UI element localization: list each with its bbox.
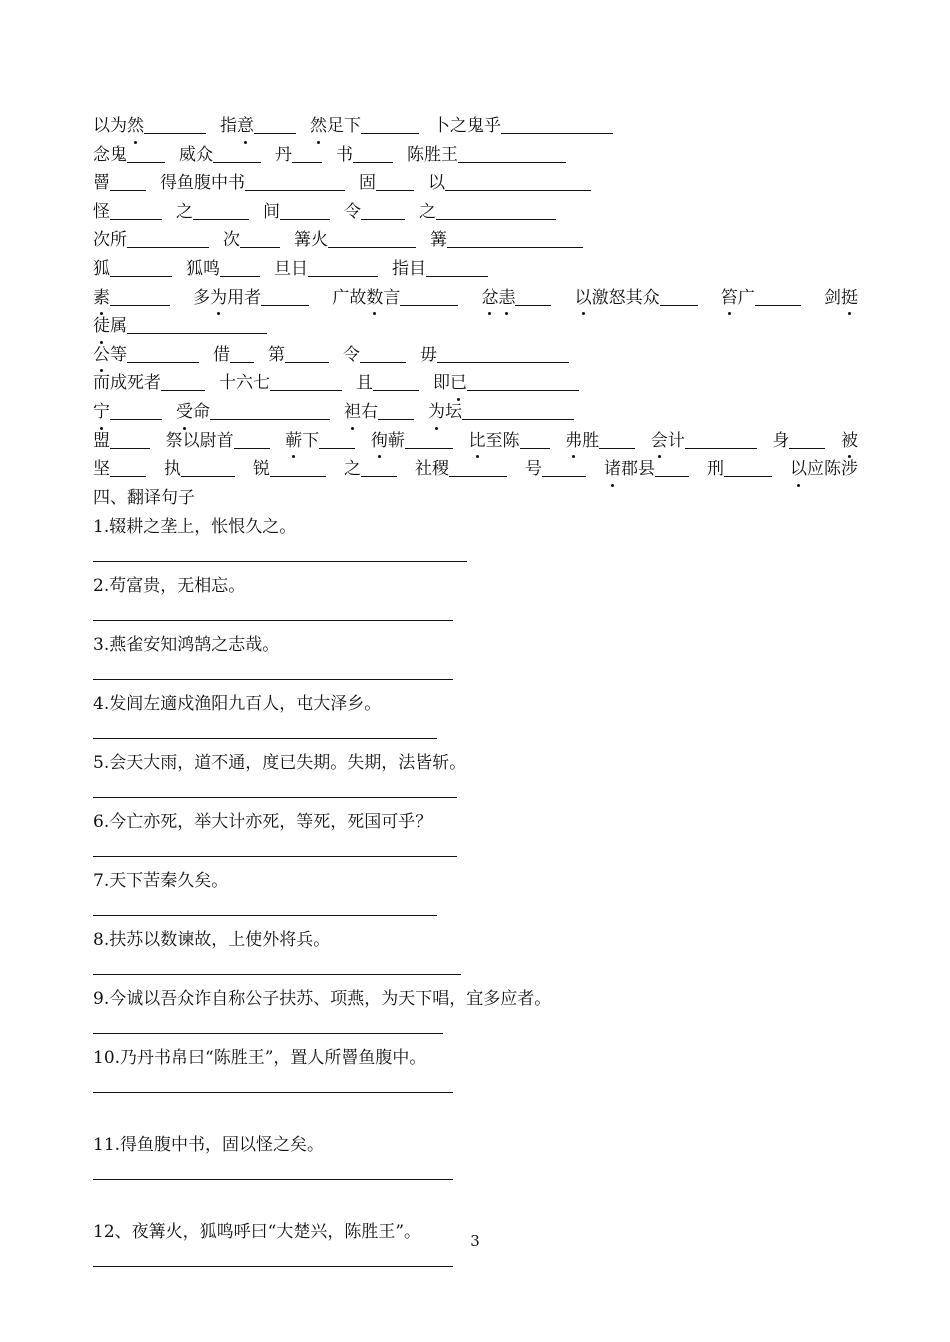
vocab-item <box>371 427 453 456</box>
vocab-term: 蕲下 <box>285 431 319 451</box>
vocab-item <box>274 255 378 284</box>
answer-blank[interactable] <box>405 430 453 449</box>
answer-blank[interactable] <box>755 287 801 306</box>
vocab-item <box>415 455 507 484</box>
question-item <box>93 691 858 748</box>
answer-blank[interactable] <box>462 401 574 420</box>
answer-blank[interactable] <box>515 287 551 306</box>
vocab-item <box>93 455 146 484</box>
vocab-term: 坚 <box>93 459 110 480</box>
vocab-line <box>93 255 858 284</box>
question-item <box>93 868 858 925</box>
answer-blank[interactable] <box>210 401 330 420</box>
answer-blank[interactable] <box>445 172 591 191</box>
answer-blank[interactable] <box>270 372 342 391</box>
answer-blank[interactable] <box>328 229 416 248</box>
vocab-item <box>93 341 199 370</box>
vocab-line <box>93 312 858 341</box>
vocab-term: 书 <box>336 144 353 165</box>
answer-blank[interactable] <box>127 315 267 334</box>
vocab-term: 之 <box>176 201 193 222</box>
vocab-item <box>428 169 591 198</box>
vocab-line <box>93 112 858 141</box>
answer-blank[interactable] <box>426 258 488 277</box>
answer-line[interactable] <box>93 1265 453 1267</box>
vocab-item <box>93 141 165 170</box>
answer-blank[interactable] <box>655 458 689 477</box>
answer-blank[interactable] <box>213 144 261 163</box>
vocab-term: 旦日 <box>274 258 308 279</box>
question-text: 11.得鱼腹中书，固以怪之矣。 <box>93 1135 325 1156</box>
vocab-item <box>359 169 414 198</box>
question-item <box>93 809 858 866</box>
vocab-term: 篝 <box>430 230 447 251</box>
answer-blank[interactable] <box>292 144 322 163</box>
vocab-item <box>176 398 330 427</box>
vocab-item <box>332 284 458 313</box>
vocab-term: 以激怒其众 <box>575 288 660 308</box>
answer-blank[interactable] <box>501 115 613 134</box>
question-text: 10.乃丹书帛曰“陈胜王”，置人所罾鱼腹中。 <box>93 1048 427 1069</box>
vocab-term: 令 <box>343 344 360 365</box>
vocab-term: 狐 <box>93 258 110 279</box>
vocab-line <box>93 141 858 170</box>
answer-blank[interactable] <box>308 258 378 277</box>
vocab-line <box>93 169 858 198</box>
answer-blank[interactable] <box>181 458 235 477</box>
question-item <box>93 573 858 630</box>
vocab-item <box>721 284 801 313</box>
vocab-term: 诸郡县 <box>604 459 655 479</box>
answer-blank[interactable] <box>685 430 757 449</box>
vocab-item <box>481 284 551 313</box>
answer-blank[interactable] <box>110 458 146 477</box>
vocab-line <box>93 198 858 227</box>
answer-blank[interactable] <box>599 430 635 449</box>
answer-blank[interactable] <box>110 401 162 420</box>
vocab-term: 得鱼腹中书 <box>160 173 245 194</box>
answer-blank[interactable] <box>110 258 172 277</box>
question-text: 3.燕雀安知鸿鹄之志哉。 <box>93 635 280 656</box>
vocab-term: 执 <box>164 459 181 480</box>
vocab-item <box>294 226 416 255</box>
vocab-item <box>93 198 162 227</box>
section-heading: 四、翻译句子 <box>93 487 195 508</box>
vocab-line <box>93 427 858 456</box>
vocab-item <box>223 226 280 255</box>
vocab-term: 卜之鬼乎 <box>433 116 501 136</box>
vocab-term: 借 <box>213 344 230 365</box>
answer-blank[interactable] <box>220 258 260 277</box>
vocab-term: 刑 <box>707 459 724 480</box>
answer-blank[interactable] <box>378 401 414 420</box>
vocab-item <box>469 427 550 456</box>
answer-line[interactable] <box>93 796 457 798</box>
answer-blank[interactable] <box>280 201 330 220</box>
vocab-term: 之 <box>344 459 361 480</box>
answer-blank[interactable] <box>789 430 825 449</box>
vocab-item <box>160 169 345 198</box>
vocab-term: 受命 <box>176 402 210 422</box>
vocab-term: 素 <box>93 288 110 308</box>
vocab-term: 徒属 <box>93 316 127 336</box>
answer-blank[interactable] <box>161 372 205 391</box>
vocab-term: 徇蕲 <box>371 431 405 451</box>
answer-blank[interactable] <box>724 458 772 477</box>
vocab-item <box>407 141 566 170</box>
question-item <box>93 1132 858 1217</box>
vocab-item <box>565 427 635 456</box>
answer-blank[interactable] <box>285 344 329 363</box>
question-text: 2.苟富贵，无相忘。 <box>93 576 246 597</box>
vocab-term: 锐 <box>253 459 270 480</box>
vocab-term: 次 <box>223 230 240 251</box>
vocab-line <box>93 226 858 255</box>
vocab-item <box>219 369 342 398</box>
vocab-term: 念鬼 <box>93 144 127 165</box>
vocab-item <box>263 198 330 227</box>
vocab-item <box>392 255 488 284</box>
answer-blank[interactable] <box>376 172 414 191</box>
vocab-term: 以为然 <box>93 116 144 136</box>
vocab-term: 怪 <box>93 201 110 222</box>
vocab-item <box>356 369 419 398</box>
vocab-term: 丹 <box>275 144 292 165</box>
answer-blank[interactable] <box>110 287 170 306</box>
vocab-term: 固 <box>359 173 376 194</box>
answer-blank[interactable] <box>458 144 566 163</box>
answer-blank[interactable] <box>353 144 393 163</box>
answer-blank[interactable] <box>193 201 249 220</box>
worksheet-page <box>93 112 858 1276</box>
answer-blank[interactable] <box>360 344 406 363</box>
vocab-term: 笞广 <box>721 288 755 308</box>
answer-blank[interactable] <box>449 458 507 477</box>
vocab-term: 然足下 <box>310 116 361 136</box>
question-text: 12、夜篝火，狐鸣呼曰“大楚兴，陈胜王”。 <box>93 1222 422 1243</box>
vocab-item <box>268 341 329 370</box>
vocab-item <box>275 141 322 170</box>
vocab-term: 指目 <box>392 258 426 279</box>
vocab-item <box>186 255 260 284</box>
question-item <box>93 632 858 689</box>
question-item <box>93 927 858 984</box>
vocab-item <box>164 455 235 484</box>
vocab-item <box>430 226 583 255</box>
vocab-term: 且 <box>356 373 373 394</box>
page-number: 3 <box>470 1232 480 1250</box>
question-text: 8.扶苏以数谏故，上使外将兵。 <box>93 930 331 951</box>
question-item <box>93 1045 858 1102</box>
answer-blank[interactable] <box>144 115 206 134</box>
vocab-term: 令 <box>344 201 361 222</box>
question-text: 1.辍耕之垄上，怅恨久之。 <box>93 517 297 538</box>
vocab-item <box>93 284 170 313</box>
vocab-term: 祭以尉首 <box>165 430 234 451</box>
answer-blank[interactable] <box>467 372 579 391</box>
answer-blank[interactable] <box>230 344 254 363</box>
vocab-term: 间 <box>263 201 280 222</box>
vocab-term: 公等 <box>93 345 127 365</box>
vocab-term: 会计 <box>651 431 685 451</box>
question-text: 6.今亡亦死，举大计亦死，等死，死国可乎？ <box>93 812 433 833</box>
vocab-item <box>93 112 206 141</box>
vocab-item <box>336 141 393 170</box>
vocab-term: 即已 <box>433 373 467 393</box>
answer-blank[interactable] <box>110 430 150 449</box>
vocab-term: 为坛 <box>428 402 462 422</box>
vocab-term: 罾 <box>93 173 110 194</box>
vocab-item <box>433 369 579 398</box>
answer-line[interactable] <box>93 1091 453 1093</box>
vocab-item <box>166 427 270 456</box>
answer-blank[interactable] <box>110 172 146 191</box>
answer-blank[interactable] <box>660 287 698 306</box>
answer-blank[interactable] <box>361 458 397 477</box>
vocab-line <box>93 398 858 427</box>
answer-blank[interactable] <box>361 201 405 220</box>
vocab-item <box>841 427 858 456</box>
answer-line[interactable] <box>93 1032 443 1034</box>
answer-blank[interactable] <box>245 172 345 191</box>
vocab-term: 宁 <box>93 402 110 422</box>
vocab-item <box>93 312 267 341</box>
vocab-fill-in-section <box>93 112 858 484</box>
vocab-item <box>193 284 309 313</box>
answer-blank[interactable] <box>234 430 270 449</box>
vocab-item <box>790 455 858 484</box>
vocab-item <box>433 112 613 141</box>
answer-line[interactable] <box>93 855 457 857</box>
answer-blank[interactable] <box>110 201 162 220</box>
question-item <box>93 986 858 1043</box>
answer-blank[interactable] <box>373 372 419 391</box>
vocab-term: 身 <box>772 430 790 451</box>
answer-blank[interactable] <box>127 144 165 163</box>
answer-line[interactable] <box>93 619 453 621</box>
vocab-item <box>420 341 569 370</box>
vocab-item <box>93 369 205 398</box>
question-text: 5.会天大雨，道不通，度已失期。失期，法皆斩。 <box>93 753 467 774</box>
answer-blank[interactable] <box>520 430 550 449</box>
answer-blank[interactable] <box>436 201 556 220</box>
answer-blank[interactable] <box>361 115 419 134</box>
vocab-item <box>525 455 586 484</box>
answer-blank[interactable] <box>437 344 569 363</box>
vocab-line <box>93 284 858 313</box>
vocab-line <box>93 369 858 398</box>
answer-blank[interactable] <box>127 229 209 248</box>
vocab-term: 之 <box>419 201 436 222</box>
vocab-term: 而成死者 <box>93 373 161 394</box>
vocab-term: 狐鸣 <box>186 258 220 279</box>
answer-line[interactable] <box>93 1178 453 1180</box>
answer-blank[interactable] <box>261 287 309 306</box>
question-text: 9.今诚以吾众诈自称公子扶苏、项燕，为天下唱，宜多应者。 <box>93 989 552 1010</box>
answer-line[interactable] <box>93 737 437 739</box>
vocab-line <box>93 341 858 370</box>
vocab-item <box>93 226 209 255</box>
vocab-item <box>220 112 296 141</box>
vocab-term: 袒右 <box>344 402 378 422</box>
vocab-term: 以 <box>428 173 445 194</box>
vocab-term: 篝火 <box>294 230 328 251</box>
vocab-item <box>213 341 254 370</box>
answer-blank[interactable] <box>270 458 326 477</box>
vocab-term: 比至陈 <box>469 431 520 451</box>
vocab-item <box>707 455 772 484</box>
vocab-item <box>93 255 172 284</box>
vocab-item <box>179 141 261 170</box>
vocab-item <box>93 169 146 198</box>
vocab-item <box>285 427 355 456</box>
vocab-item <box>428 398 574 427</box>
vocab-term: 社稷 <box>415 459 449 480</box>
translation-questions <box>93 514 858 1276</box>
vocab-item <box>93 427 150 456</box>
vocab-term: 毋 <box>420 344 437 365</box>
vocab-term: 陈胜王 <box>407 144 458 165</box>
vocab-term: 被 <box>841 431 858 451</box>
vocab-term: 弗胜 <box>565 431 599 451</box>
question-text: 4.发闾左適戍渔阳九百人，屯大泽乡。 <box>93 694 382 715</box>
vocab-item <box>310 112 419 141</box>
vocab-item <box>604 455 689 484</box>
vocab-term: 忿恚 <box>481 288 515 308</box>
answer-blank[interactable] <box>447 229 583 248</box>
vocab-term: 以应陈涉 <box>790 459 858 479</box>
answer-blank[interactable] <box>127 344 199 363</box>
answer-blank[interactable] <box>542 458 586 477</box>
answer-blank[interactable] <box>400 287 458 306</box>
vocab-item <box>651 427 757 456</box>
answer-line[interactable] <box>93 560 467 562</box>
vocab-term: 盟 <box>93 430 110 451</box>
vocab-term: 指意 <box>220 116 254 136</box>
answer-line[interactable] <box>93 973 461 975</box>
vocab-item <box>176 198 249 227</box>
answer-blank[interactable] <box>240 229 280 248</box>
vocab-term: 十六七 <box>219 373 270 394</box>
vocab-item <box>344 198 405 227</box>
question-item <box>93 514 858 571</box>
vocab-term: 多为用者 <box>193 288 261 308</box>
answer-blank[interactable] <box>319 430 355 449</box>
question-item <box>93 750 858 807</box>
answer-blank[interactable] <box>254 115 296 134</box>
vocab-item <box>575 284 698 313</box>
vocab-item <box>824 284 858 313</box>
vocab-line <box>93 455 858 484</box>
vocab-term: 次所 <box>93 230 127 251</box>
vocab-item <box>419 198 556 227</box>
vocab-term: 第 <box>268 344 285 365</box>
answer-line[interactable] <box>93 914 437 916</box>
vocab-item <box>253 455 326 484</box>
answer-line[interactable] <box>93 678 453 680</box>
vocab-item <box>344 398 414 427</box>
vocab-item <box>343 341 406 370</box>
vocab-term: 广故数言 <box>332 288 400 308</box>
vocab-term: 号 <box>525 459 542 480</box>
vocab-item <box>344 455 397 484</box>
vocab-item <box>772 427 825 456</box>
question-text: 7.天下苦秦久矣。 <box>93 871 229 892</box>
vocab-item <box>93 398 162 427</box>
vocab-term: 威众 <box>179 144 213 165</box>
vocab-term: 剑挺 <box>824 288 858 308</box>
